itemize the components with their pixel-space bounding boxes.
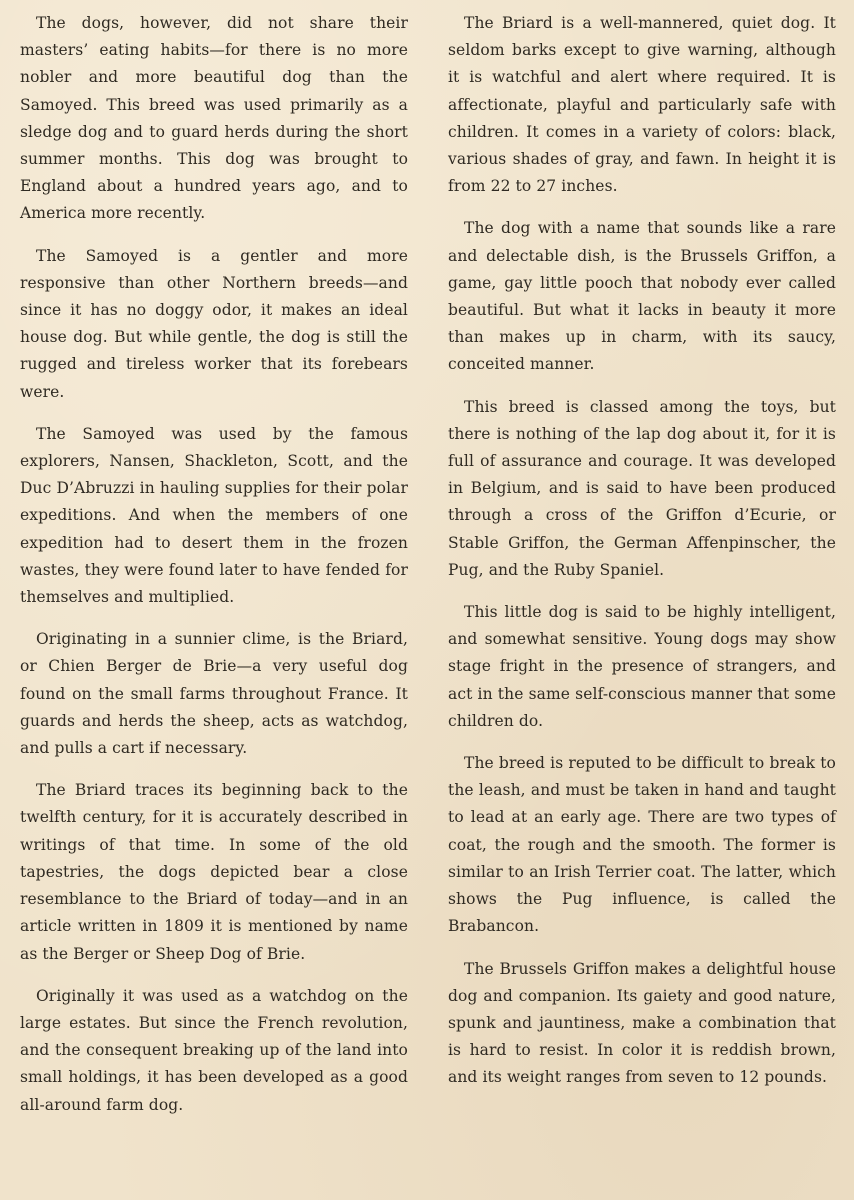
paragraph: Originating in a sunnier clime, is the Briard, or Chien Berger de Brie—a very useful dog found on the small farms throughout France. It guards and herds the sheep, acts as watchdog, and pulls a cart if necessary. [20, 630, 408, 758]
left-column [20, 10, 412, 1200]
paragraph: The Briard traces its beginning back to the twelfth century, for it is accurately described in writings of that time. In some of the old tapestries, the dogs depicted bear a close resemblance to the Briard of today—and in an article written in 1809 it is mentioned by name as the Berger or Sheep Dog of Brie. [20, 781, 408, 963]
paragraph: This breed is classed among the toys, but there is nothing of the lap dog about it, for it is full of assurance and courage. It was developed in Belgium, and is said to have been produced through a cross of the Griffon d’Ecurie, or Stable Griffon, the German Affenpinscher, the Pug, and the Ruby Spaniel. [448, 397, 836, 579]
paragraph: The Brussels Griffon makes a delightful house dog and companion. Its gaiety and good nature, spunk and jauntiness, make a combination that is hard to resist. In color it is reddish brown, and its weight ranges from seven to 12 pounds. [448, 959, 836, 1087]
paragraph: The Briard is a well-mannered, quiet dog. It seldom barks except to give warning, although it is watchful and alert where required. It is affectionate, playful and particularly safe with children. It comes in a variety of colors: black, various shades of gray, and fawn. In height it is from 22 to 27 inches. [448, 14, 836, 196]
paragraph: The Samoyed was used by the famous explorers, Nansen, Shackleton, Scott, and the Duc D’Abruzzi in hauling supplies for their polar expeditions. And when the members of one expedition had to desert them in the frozen wastes, they were found later to have fended for themselves and multiplied. [20, 424, 408, 607]
paragraph: This little dog is said to be highly intelligent, and somewhat sensitive. Young dogs may show stage fright in the presence of strangers, and act in the same self-conscious manner that some children do. [448, 603, 836, 730]
paragraph: The dog with a name that sounds like a rare and delectable dish, is the Brussels Griffon, a game, gay little pooch that nobody ever called beautiful. But what it lacks in beauty it more than makes up in charm, with its saucy, conceited manner. [448, 219, 836, 374]
right-column [444, 10, 836, 1200]
paragraph: The breed is reputed to be difficult to break to the leash, and must be taken in hand and taught to lead at an early age. There are two types of coat, the rough and the smooth. The former is similar to an Irish Terrier coat. The latter, which shows the Pug influence, is called the Brabancon. [448, 754, 836, 936]
paragraph: The Samoyed is a gentler and more responsive than other Northern breeds—and since it has no doggy odor, it makes an ideal house dog. But while gentle, the dog is still the rugged and tireless worker that its forebears were. [20, 246, 408, 401]
paragraph: Originally it was used as a watchdog on the large estates. But since the French revolution, and the consequent breaking up of the land into small holdings, it has been developed as a good all-around farm dog. [20, 986, 408, 1114]
paragraph: The dogs, however, did not share their masters’ eating habits—for there is no more nobler and more beautiful dog than the Samoyed. This breed was used primarily as a sledge dog and to guard herds during the short summer months. This dog was brought to England about a hundred years ago, and to America more recently. [20, 14, 408, 223]
